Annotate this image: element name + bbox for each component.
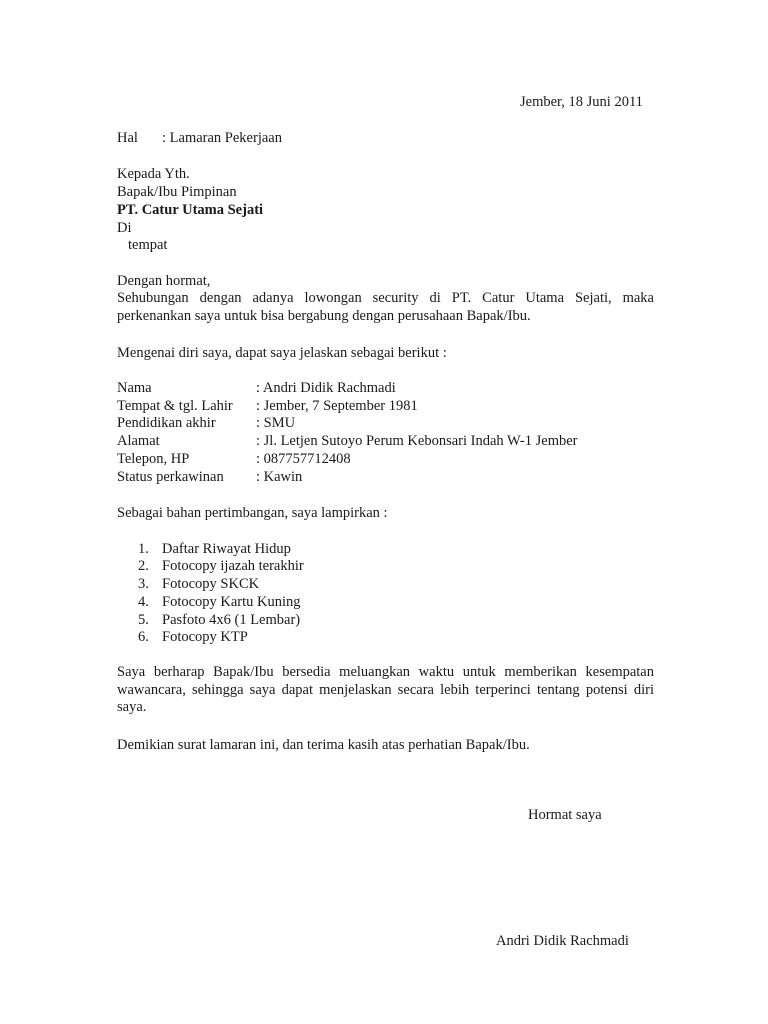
detail-label-name: Nama xyxy=(117,380,152,396)
attachments-intro: Sebagai bahan pertimbangan, saya lampirkan : xyxy=(117,505,388,521)
attachment-item: Fotocopy SKCK xyxy=(162,576,260,592)
detail-value-phone: : 087757712408 xyxy=(256,451,351,467)
attachment-num: 6. xyxy=(138,629,149,645)
attachment-item: Daftar Riwayat Hidup xyxy=(162,541,291,557)
attachment-num: 4. xyxy=(138,594,149,610)
recipient-company: PT. Catur Utama Sejati xyxy=(117,202,264,218)
attachment-item: Fotocopy Kartu Kuning xyxy=(162,594,301,610)
subject-value: : Lamaran Pekerjaan xyxy=(162,130,282,146)
attachment-num: 2. xyxy=(138,558,149,574)
attachment-item: Fotocopy ijazah terakhir xyxy=(162,558,304,574)
detail-value-name: : Andri Didik Rachmadi xyxy=(256,380,396,396)
hope-paragraph: Saya berharap Bapak/Ibu bersedia meluangkan waktu untuk memberikan kesempatan wawancara, sehingga saya dapat menjelaskan secara lebih terperinci tentang potensi diri saya. xyxy=(117,664,654,716)
detail-value-address: : Jl. Letjen Sutoyo Perum Kebonsari Indah W-1 Jember xyxy=(256,433,578,449)
attachment-item: Fotocopy KTP xyxy=(162,629,248,645)
detail-label-phone: Telepon, HP xyxy=(117,451,190,467)
recipient-line-2: Bapak/Ibu Pimpinan xyxy=(117,184,237,200)
subject-label: Hal xyxy=(117,130,138,146)
recipient-line-4: Di xyxy=(117,220,132,236)
sign-off: Hormat saya xyxy=(528,807,602,823)
detail-value-birth: : Jember, 7 September 1981 xyxy=(256,398,418,414)
attachment-num: 3. xyxy=(138,576,149,592)
recipient-line-5: tempat xyxy=(128,237,168,253)
signature-name: Andri Didik Rachmadi xyxy=(496,933,629,949)
detail-label-education: Pendidikan akhir xyxy=(117,415,216,431)
closing-sentence: Demikian surat lamaran ini, dan terima kasih atas perhatian Bapak/Ibu. xyxy=(117,737,530,753)
detail-value-marital: : Kawin xyxy=(256,469,303,485)
attachment-num: 5. xyxy=(138,612,149,628)
about-intro: Mengenai diri saya, dapat saya jelaskan sebagai berikut : xyxy=(117,345,447,361)
detail-value-education: : SMU xyxy=(256,415,296,431)
detail-label-marital: Status perkawinan xyxy=(117,469,224,485)
letter-date: Jember, 18 Juni 2011 xyxy=(520,94,643,110)
detail-label-address: Alamat xyxy=(117,433,160,449)
recipient-line-1: Kepada Yth. xyxy=(117,166,190,182)
attachment-item: Pasfoto 4x6 (1 Lembar) xyxy=(162,612,301,628)
attachment-num: 1. xyxy=(138,541,149,557)
intro-paragraph: Sehubungan dengan adanya lowongan security di PT. Catur Utama Sejati, maka perkenankan saya untuk bisa bergabung dengan perusahaan Bapak/Ibu. xyxy=(117,290,654,324)
detail-label-birth: Tempat & tgl. Lahir xyxy=(117,398,233,414)
greeting: Dengan hormat, xyxy=(117,273,211,289)
